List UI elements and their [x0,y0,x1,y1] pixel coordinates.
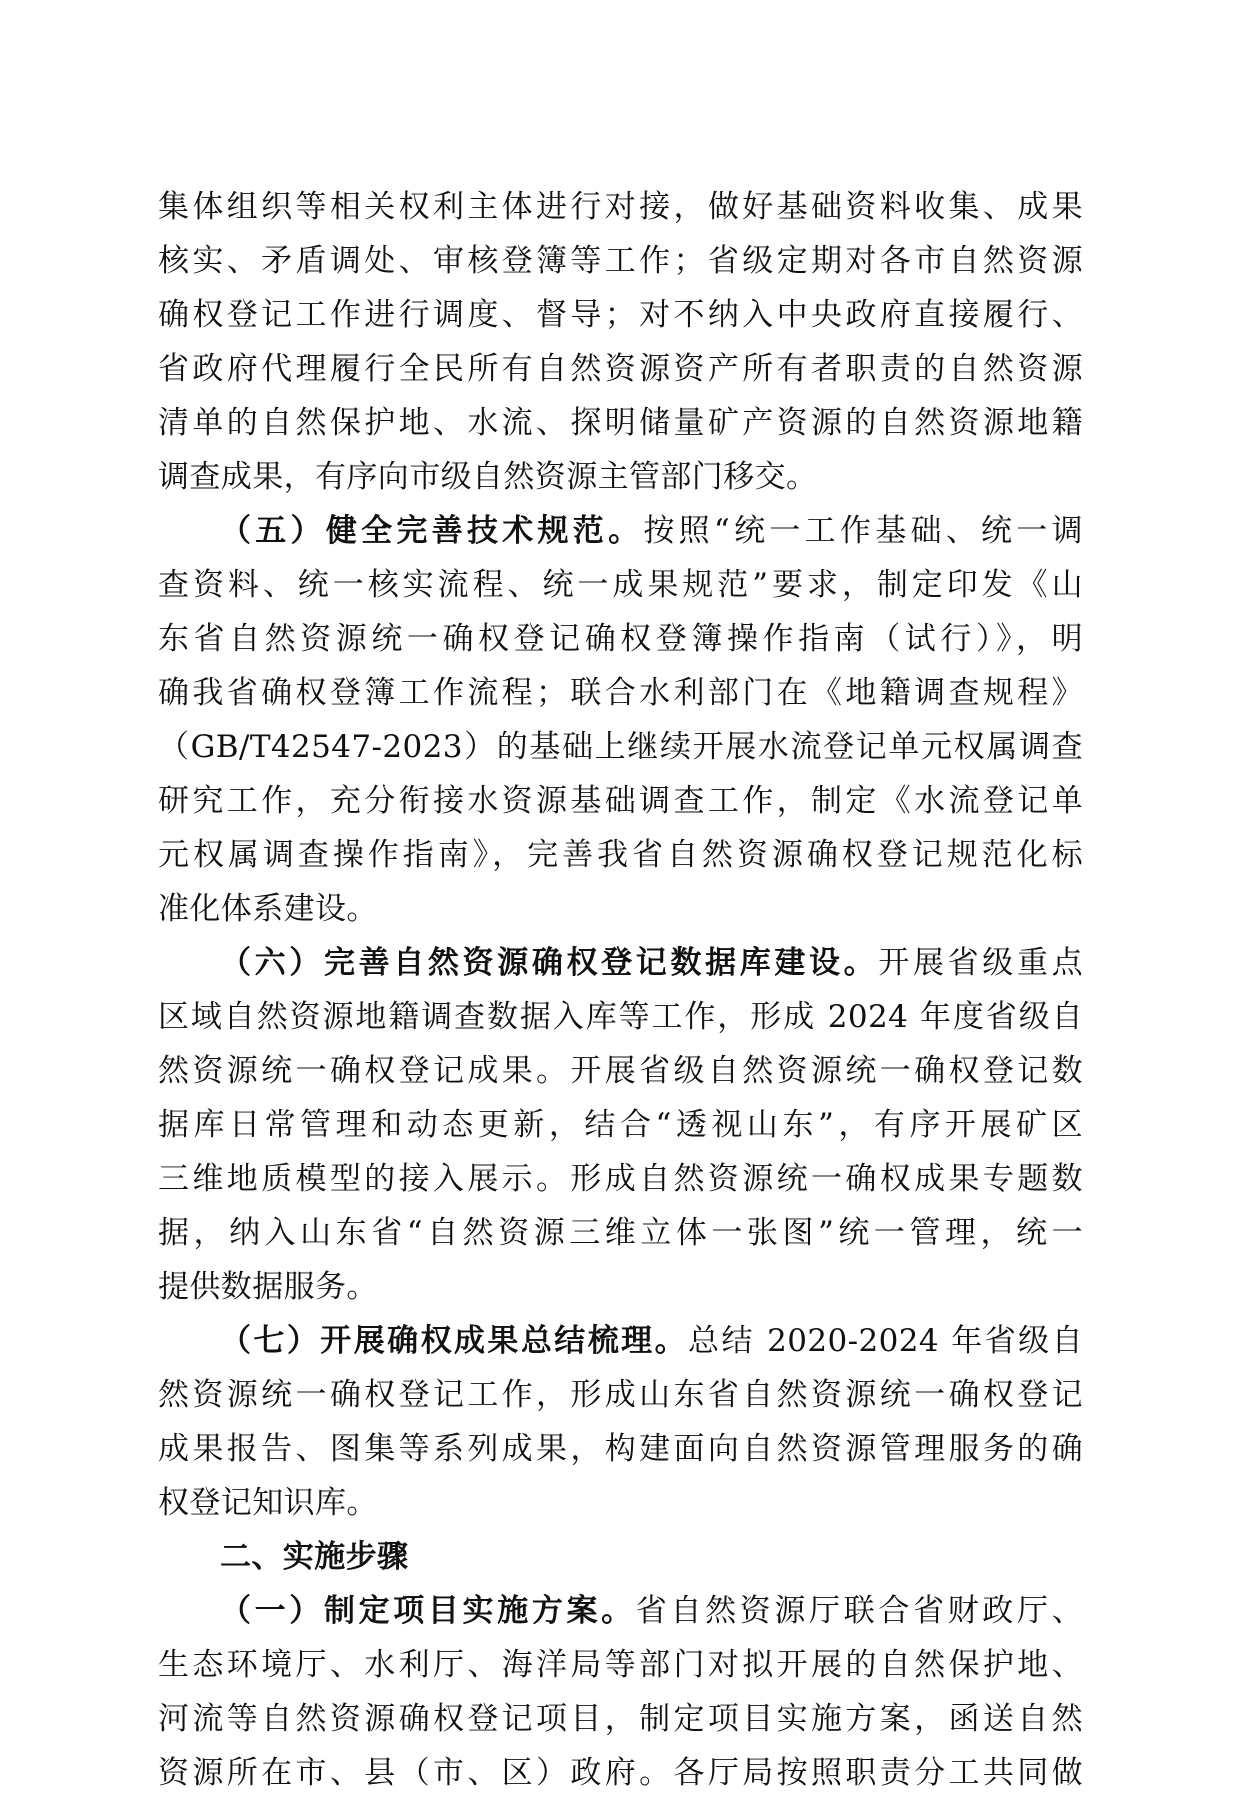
text-line: （GB/T42547-2023）的基础上继续开展水流登记单元权属调查 [158,729,1083,765]
text-line: 三维地质模型的接入展示。形成自然资源统一确权成果专题数 [158,1161,1083,1197]
text-line: 然资源统一确权登记工作，形成山东省自然资源统一确权登记 [158,1377,1083,1413]
paragraph-first-line [158,504,1083,558]
text-line: 研究工作，充分衔接水资源基础调查工作，制定《水流登记单 [158,783,1083,819]
item-title: （七）开展确权成果总结梳理。 [220,1323,689,1359]
item-title: （五）健全完善技术规范。 [220,513,644,549]
item-text: 按照“统一工作基础、统一调 [643,513,1083,549]
section-heading: 二、实施步骤 [220,1539,409,1575]
document-page [158,180,1083,1800]
text-line: 集体组织等相关权利主体进行对接，做好基础资料收集、成果 [158,189,1083,225]
text-line: 元权属调查操作指南》，完善我省自然资源确权登记规范化标 [158,837,1083,873]
text-line: 资源所在市、县（市、区）政府。各厅局按照职责分工共同做 [158,1755,1083,1791]
item-title: （六）完善自然资源确权登记数据库建设。 [220,945,879,981]
item-text: 开展省级重点 [878,945,1083,981]
paragraph-first-line [158,1314,1083,1368]
text-line: 省政府代理履行全民所有自然资源资产所有者职责的自然资源 [158,351,1083,387]
text-line: 查资料、统一核实流程、统一成果规范”要求，制定印发《山 [158,567,1083,603]
paragraph-item-5 [158,504,1083,936]
text-line: 调查成果，有序向市级自然资源主管部门移交。 [158,459,818,495]
text-line: 确权登记工作进行调度、督导；对不纳入中央政府直接履行、 [158,297,1083,333]
text-line: 权登记知识库。 [158,1485,378,1521]
paragraph-continuation [158,180,1083,504]
text-line: 生态环境厅、水利厅、海洋局等部门对拟开展的自然保护地、 [158,1647,1083,1683]
text-line: 清单的自然保护地、水流、探明储量矿产资源的自然资源地籍 [158,405,1083,441]
text-line: 准化体系建设。 [158,891,378,927]
text-line: 提供数据服务。 [158,1269,378,1305]
paragraph-item-7 [158,1314,1083,1530]
paragraph-first-line [158,936,1083,990]
text-line: 确我省确权登簿工作流程；联合水利部门在《地籍调查规程》 [158,675,1083,711]
item-text: 总结 2020-2024 年省级自 [688,1323,1083,1359]
text-line: 东省自然资源统一确权登记确权登簿操作指南（试行）》，明 [158,621,1083,657]
item-text: 省自然资源厅联合省财政厅、 [635,1593,1083,1629]
text-line: 然资源统一确权登记成果。开展省级自然资源统一确权登记数 [158,1053,1083,1089]
paragraph-item-6 [158,936,1083,1314]
text-line: 核实、矛盾调处、审核登簿等工作；省级定期对各市自然资源 [158,243,1083,279]
paragraph-step-1 [158,1584,1083,1800]
text-line: 据，纳入山东省“自然资源三维立体一张图”统一管理，统一 [158,1215,1083,1251]
text-line: 据库日常管理和动态更新，结合“透视山东”，有序开展矿区 [158,1107,1083,1143]
text-line: 成果报告、图集等系列成果，构建面向自然资源管理服务的确 [158,1431,1083,1467]
item-title: （一）制定项目实施方案。 [220,1593,636,1629]
text-line: 区域自然资源地籍调查数据入库等工作，形成 2024 年度省级自 [158,999,1083,1035]
paragraph-first-line [158,1584,1083,1638]
text-line: 河流等自然资源确权登记项目，制定项目实施方案，函送自然 [158,1701,1083,1737]
